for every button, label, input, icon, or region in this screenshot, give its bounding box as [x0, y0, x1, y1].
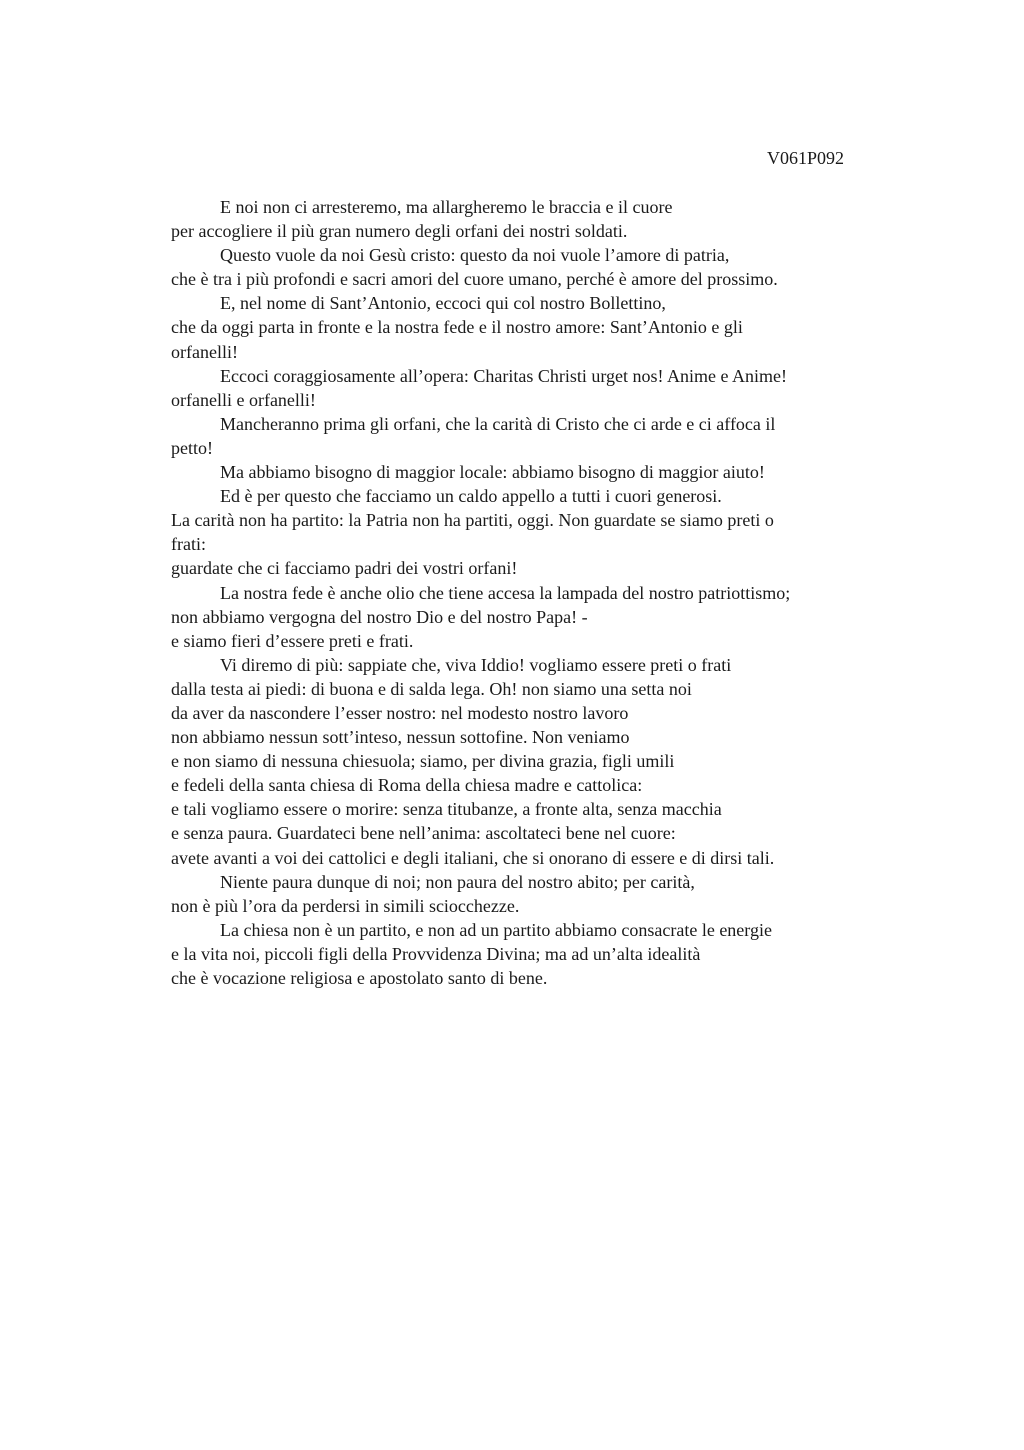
- body-text: [171, 195, 891, 990]
- text-line: per accogliere il più gran numero degli orfani dei nostri soldati.: [171, 221, 628, 242]
- text-line: non abbiamo vergogna del nostro Dio e del nostro Papa! -: [171, 606, 588, 627]
- paragraph-start-line: Niente paura dunque di noi; non paura del nostro abito; per carità,: [220, 871, 695, 892]
- text-line: e non siamo di nessuna chiesuola; siamo, per divina grazia, figli umili: [171, 751, 675, 772]
- paragraph-start-line: Vi diremo di più: sappiate che, viva Iddio! vogliamo essere preti o frati: [220, 654, 732, 675]
- text-line: orfanelli e orfanelli!: [171, 389, 316, 410]
- text-line: e siamo fieri d’essere preti e frati.: [171, 630, 414, 651]
- paragraph-start-line: E noi non ci arresteremo, ma allargheremo le braccia e il cuore: [220, 197, 673, 217]
- paragraph-start-line: Eccoci coraggiosamente all’opera: Charitas Christi urget nos! Anime e Anime!: [220, 365, 787, 386]
- text-line: frati:: [171, 534, 206, 555]
- paragraph-start-line: Ed è per questo che facciamo un caldo appello a tutti i cuori generosi.: [220, 486, 722, 507]
- text-line: avete avanti a voi dei cattolici e degli italiani, che si onorano di essere e di dirsi tali.: [171, 847, 775, 868]
- text-line: che è vocazione religiosa e apostolato santo di bene.: [171, 968, 548, 988]
- text-line: che è tra i più profondi e sacri amori del cuore umano, perché è amore del prossimo.: [171, 269, 778, 290]
- text-line: guardate che ci facciamo padri dei vostri orfani!: [171, 558, 518, 579]
- text-line: che da oggi parta in fronte e la nostra fede e il nostro amore: Sant’Antonio e gli: [171, 317, 743, 338]
- paragraph-start-line: La nostra fede è anche olio che tiene accesa la lampada del nostro patriottismo;: [220, 582, 791, 603]
- text-line: orfanelli!: [171, 341, 238, 362]
- paragraph-start-line: E, nel nome di Sant’Antonio, eccoci qui col nostro Bollettino,: [220, 293, 666, 314]
- text-line: e tali vogliamo essere o morire: senza titubanze, a fronte alta, senza macchia: [171, 799, 722, 820]
- page-identifier: V061P092: [766, 148, 844, 168]
- paragraph-start-line: Questo vuole da noi Gesù cristo: questo da noi vuole l’amore di patria,: [220, 245, 730, 266]
- text-line: non è più l’ora da perdersi in simili sciocchezze.: [171, 895, 520, 916]
- text-line: La carità non ha partito: la Patria non ha partiti, oggi. Non guardate se siamo preti o: [171, 510, 774, 531]
- paragraph-start-line: Mancheranno prima gli orfani, che la carità di Cristo che ci arde e ci affoca il: [220, 413, 776, 434]
- text-line: dalla testa ai piedi: di buona e di salda lega. Oh! non siamo una setta noi: [171, 678, 692, 699]
- paragraph-start-line: Ma abbiamo bisogno di maggior locale: abbiamo bisogno di maggior aiuto!: [220, 462, 765, 483]
- text-line: da aver da nascondere l’esser nostro: nel modesto nostro lavoro: [171, 702, 629, 723]
- text-line: e fedeli della santa chiesa di Roma della chiesa madre e cattolica:: [171, 775, 643, 796]
- text-line: petto!: [171, 437, 213, 458]
- text-line: e la vita noi, piccoli figli della Provvidenza Divina; ma ad un’alta idealità: [171, 943, 701, 964]
- text-line: non abbiamo nessun sott’inteso, nessun sottofine. Non veniamo: [171, 727, 630, 748]
- paragraph-start-line: La chiesa non è un partito, e non ad un partito abbiamo consacrate le energie: [220, 919, 772, 940]
- text-line: e senza paura. Guardateci bene nell’anima: ascoltateci bene nel cuore:: [171, 823, 676, 844]
